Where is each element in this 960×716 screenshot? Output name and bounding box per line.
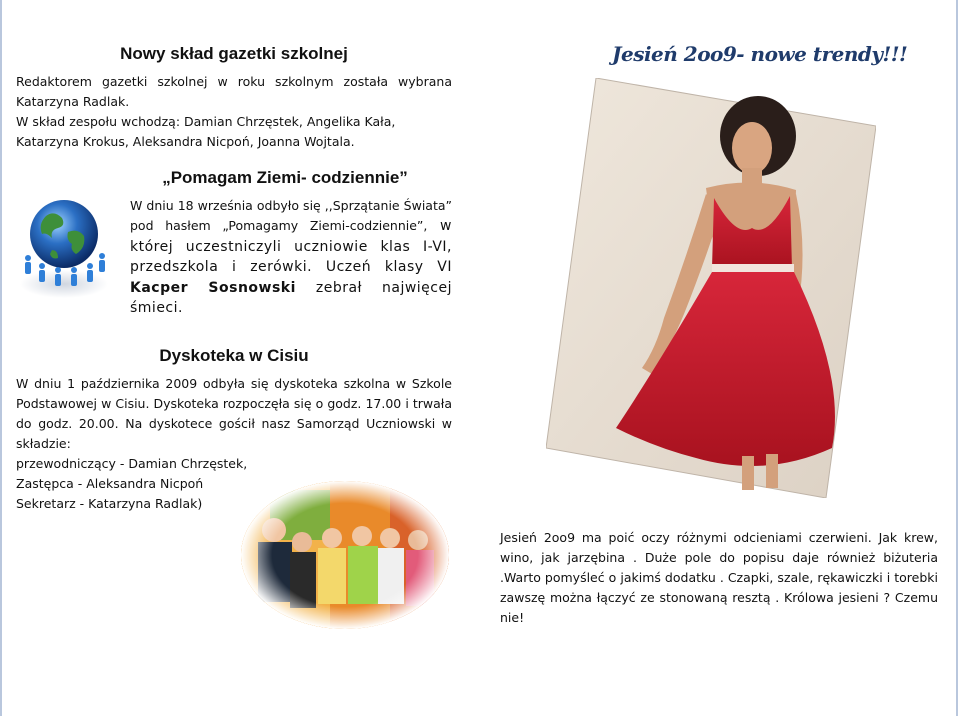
fashion-title: Jesień 2oo9- nowe trendy!!!: [612, 42, 908, 66]
students-group-photo: [240, 480, 450, 630]
student-name: Kacper Sosnowski: [130, 279, 296, 296]
member-line: Zastępca - Aleksandra Nicpoń: [16, 476, 204, 491]
page-border-right: [956, 0, 958, 716]
article-title: Nowy skład gazetki szkolnej: [120, 44, 348, 63]
member-line: Sekretarz - Katarzyna Radlak): [16, 496, 203, 511]
article-gazetka: [16, 44, 452, 152]
paragraph: Jesień 2oo9 ma poić oczy różnymi odcieniami czerwieni. Jak krew, wino, jak jarzębina . Duże pole do popisu daje również biżuteria .Warto pomyśleć o jakimś dodatku . Czapki, szale, rękawiczki i torebki zawszę można łączyć ze stonowaną resztą . Królowa jesieni ? Czemu nie!: [500, 530, 938, 625]
paragraph: W dniu 1 października 2009 odbyła się dyskoteka szkolna w Szkole Podstawowej w Cisiu. Dyskoteka rozpoczęła się o godz. 17.00 i trwała do godz. 20.00. Na dyskotece gościł nasz Samorząd Uczniowski w składzie:: [16, 376, 452, 451]
paragraph-part: zebrał najwięcej śmieci.: [130, 279, 452, 316]
article-dyskoteka-title: Dyskoteka w Cisiu: [159, 346, 309, 365]
member-line: przewodniczący - Damian Chrzęstek,: [16, 456, 248, 471]
paragraph-part: W dniu 18 września odbyło się ,,Sprzątanie Świata” pod hasłem „Pomagamy Ziemi-codziennie”,: [130, 198, 452, 233]
article-pomagam-body: [130, 196, 452, 319]
globe-with-people-icon: [16, 192, 112, 304]
paragraph: Redaktorem gazetki szkolnej w roku szkolnym została wybrana Katarzyna Radlak.: [16, 74, 452, 109]
fashion-body: [500, 528, 938, 628]
red-dress-model-photo: [546, 78, 876, 498]
page-border-left: [0, 0, 2, 716]
paragraph-part: w której uczestniczyli uczniowie klas I-VI, przedszkola i zerówki. Uczeń klasy VI: [130, 218, 453, 275]
paragraph: W skład zespołu wchodzą: Damian Chrzęstek, Angelika Kała, Katarzyna Krokus, Aleksandra Nicpoń, Joanna Wojtala.: [16, 114, 396, 149]
article-pomagam-title: „Pomagam Ziemi- codziennie”: [162, 168, 408, 187]
article-body: [16, 72, 452, 152]
